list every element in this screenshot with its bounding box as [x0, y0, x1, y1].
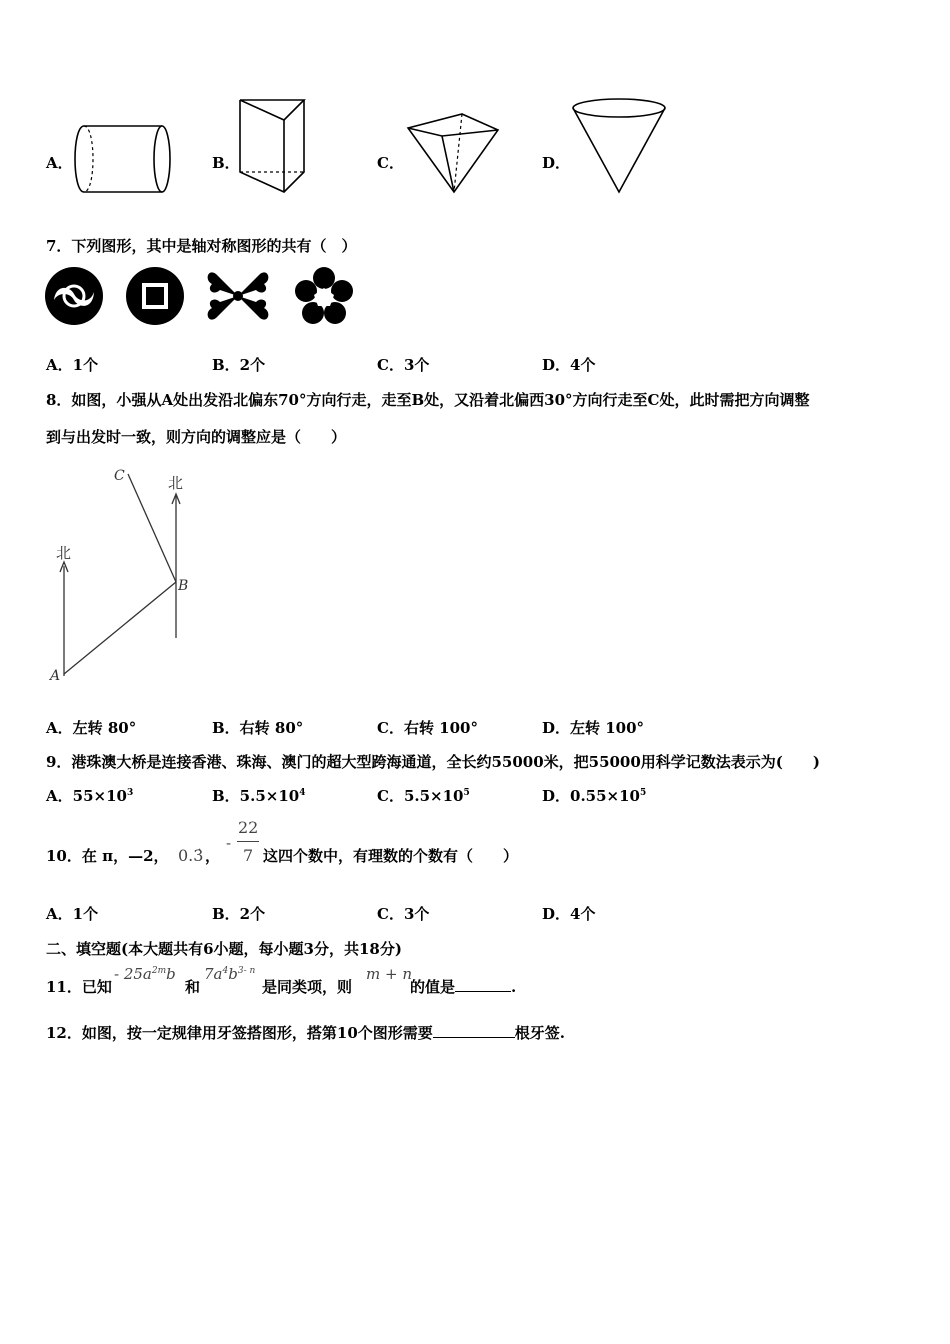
q6-option-a: A． — [46, 154, 73, 172]
cone-icon — [568, 96, 672, 196]
q9-option-d: D．$0.55\times 10^5$ — [542, 787, 647, 805]
square-hole-coin-icon — [125, 266, 185, 326]
q10-suffix: 这四个数中，有理数的个数有（ ） — [263, 847, 519, 865]
q11-and: 和 — [185, 978, 201, 996]
pyramid-icon — [402, 108, 502, 196]
q8-stem-line2: 到与出发时一致，则方向的调整应是（ ） — [46, 428, 347, 446]
q11-mid: 是同类项，则 — [262, 978, 353, 996]
q9-option-a: A．$55\times 10^3$ — [46, 787, 134, 805]
q12-answer-blank[interactable] — [433, 1023, 515, 1038]
q10-option-c: C．3个 — [377, 905, 430, 923]
q6-option-b: B． — [212, 154, 240, 172]
cylinder-icon — [70, 118, 175, 200]
q12-stem: 12．如图，按一定规律用牙签搭图形，搭第10个图形需要 根牙签. — [46, 1024, 565, 1042]
point-c-label: C — [114, 468, 125, 484]
q10-separator: ， — [205, 847, 221, 865]
q11-expr2: $7a^4b^{3- n}$ — [204, 965, 256, 983]
q7-option-a: A．1个 — [46, 356, 99, 374]
q10-numerator: 22 — [238, 818, 259, 837]
q10-option-a: A．1个 — [46, 905, 99, 923]
q7-option-c: C．3个 — [377, 356, 430, 374]
q10-option-b: B．2个 — [212, 905, 266, 923]
q9-option-c: C．$5.5\times 10^5$ — [377, 787, 470, 805]
q9-option-b: B．$5.5\times 10^4$ — [212, 787, 306, 805]
yin-yang-coin-icon — [44, 266, 104, 326]
q8-option-b: B．右转 80° — [212, 719, 304, 737]
q10-minus: - — [226, 834, 232, 852]
q8-option-c: C．右转 100° — [377, 719, 478, 737]
triangular-prism-icon — [234, 96, 310, 196]
q10-denominator: 7 — [243, 846, 254, 865]
q8-stem-line1: 8．如图，小强从A处出发沿北偏东70°方向行走，走至B处，又沿着北偏西30°方向行走至C处，此时需把方向调整 — [46, 391, 810, 409]
q9-stem: 9．港珠澳大桥是连接香港、珠海、澳门的超大型跨海通道，全长约55000米，把55000用科学记数法表示为( ) — [46, 753, 821, 771]
q10-prefix: 10．在 π，—2， — [46, 847, 169, 865]
q6-option-d: D． — [542, 154, 571, 172]
north-label-a: 北 — [56, 544, 72, 562]
q7-option-b: B．2个 — [212, 356, 266, 374]
q11-expr3: m + n — [366, 965, 412, 983]
q11-suffix: 的值是 . — [410, 978, 517, 996]
q10-option-d: D．4个 — [542, 905, 596, 923]
q7-stem: 7．下列图形，其中是轴对称图形的共有（ ） — [46, 237, 357, 255]
q11-prefix: 11．已知 — [46, 978, 112, 996]
q11-answer-blank[interactable] — [455, 977, 511, 992]
q8-option-a: A．左转 80° — [46, 719, 137, 737]
direction-diagram — [44, 458, 204, 688]
q10-fraction-bar — [237, 841, 259, 842]
q7-option-d: D．4个 — [542, 356, 596, 374]
section-title: 二、填空题(本大题共有6小题，每小题3分，共18分) — [46, 940, 402, 958]
segment-ab — [64, 582, 176, 674]
q6-option-c: C． — [377, 154, 404, 172]
knot-pattern-icon — [206, 266, 270, 326]
q11-expr1: - $25a^{2m}b$ — [114, 965, 176, 983]
north-label-b: 北 — [168, 474, 184, 492]
point-a-label: A — [50, 668, 61, 684]
q10-repeating-decimal: 0.3̇ — [178, 846, 204, 865]
point-b-label: B — [178, 578, 189, 594]
q8-option-d: D．左转 100° — [542, 719, 645, 737]
pentagon-flower-icon — [293, 266, 355, 328]
